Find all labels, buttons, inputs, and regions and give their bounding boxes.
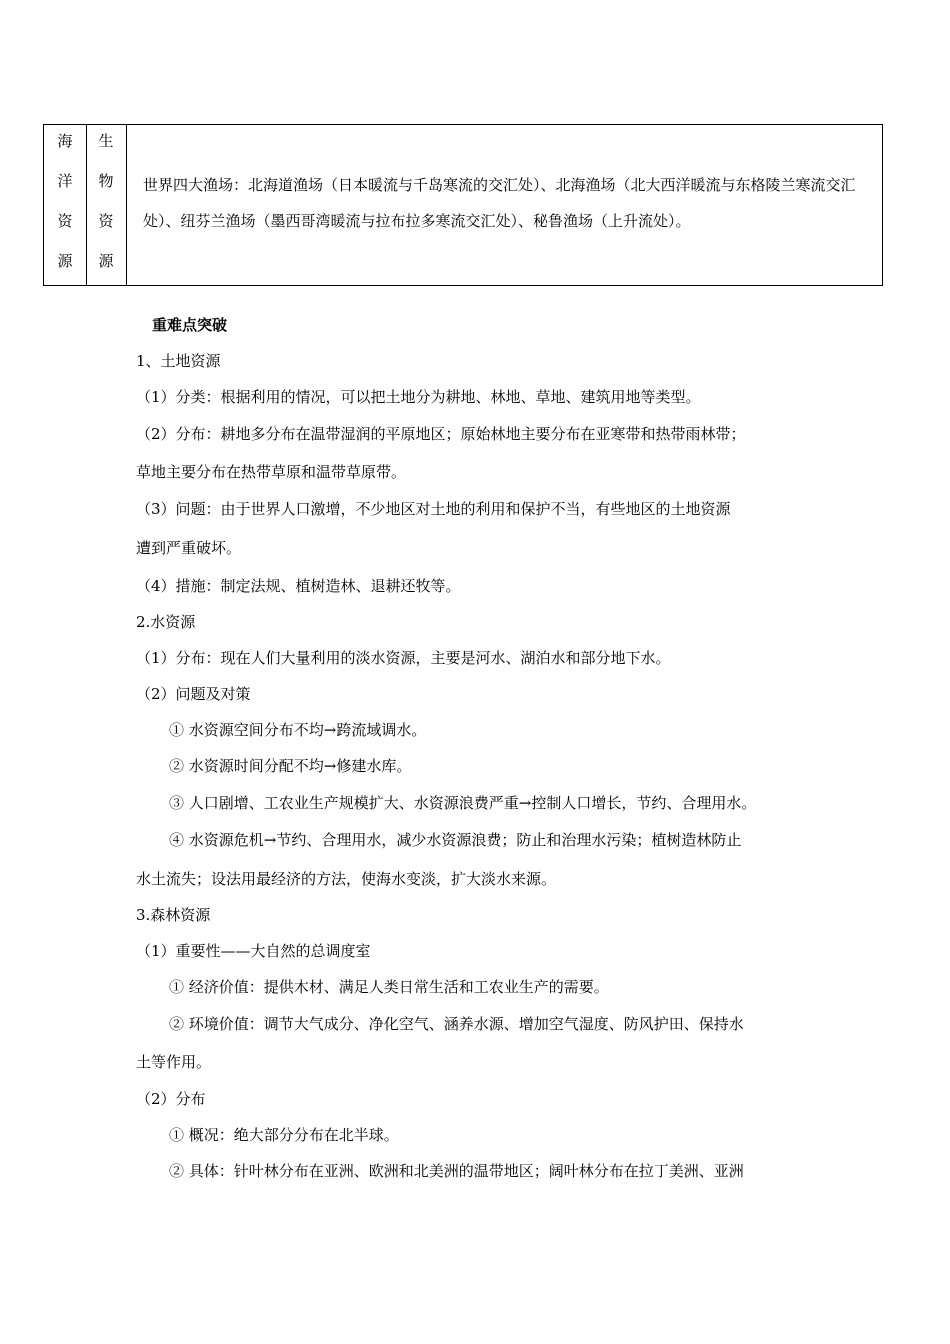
text-line: 土等作用。 [136,1053,212,1071]
text-line: 2.水资源 [136,613,196,631]
text-line: （1）分类：根据利用的情况，可以把土地分为耕地、林地、草地、建筑用地等类型。 [136,388,701,406]
text-line: 3.森林资源 [136,906,211,924]
text-line: 遭到严重破坏。 [136,539,242,557]
text-line: ② 具体：针叶林分布在亚洲、欧洲和北美洲的温带地区；阔叶林分布在拉丁美洲、亚洲 [169,1162,744,1180]
fishing-grounds-text: 世界四大渔场：北海道渔场（日本暖流与千岛寒流的交汇处）、北海渔场（北大西洋暖流与东格陵兰寒流交汇处）、纽芬兰渔场（墨西哥湾暖流与拉布拉多寒流交汇处）、秘鲁渔场（上升流处）。 [143,176,856,230]
text-line: ④ 水资源危机→节约、合理用水，减少水资源浪费；防止和治理水污染；植树造林防止 [169,831,742,849]
text-line: 草地主要分布在热带草原和温带草原带。 [136,463,407,481]
col2-char: 资 [98,212,114,230]
resource-table [43,124,883,286]
text-line: （2）问题及对策 [136,685,251,703]
col1-char: 洋 [57,172,73,190]
col1-char: 源 [57,252,73,270]
text-line: （1）分布：现在人们大量利用的淡水资源，主要是河水、湖泊水和部分地下水。 [136,649,671,667]
text-line: （2）分布 [136,1090,206,1108]
text-line: ② 环境价值：调节大气成分、净化空气、涵养水源、增加空气湿度、防风护田、保持水 [169,1015,744,1033]
col2-char: 生 [98,132,114,150]
text-line: ② 水资源时间分配不均→修建水库。 [169,757,412,775]
text-line: ① 经济价值：提供木材、满足人类日常生活和工农业生产的需要。 [169,978,609,996]
col1-char: 海 [57,132,73,150]
col2-char: 物 [98,172,114,190]
text-line: （2）分布：耕地多分布在温带湿润的平原地区；原始林地主要分布在亚寒带和热带雨林带； [136,425,746,443]
text-line: （1）重要性——大自然的总调度室 [136,942,371,960]
col2-char: 源 [98,252,114,270]
text-line: ① 概况：绝大部分分布在北半球。 [169,1126,399,1144]
text-line: （4）措施：制定法规、植树造林、退耕还牧等。 [136,577,461,595]
text-line: （3）问题：由于世界人口激增，不少地区对土地的利用和保护不当，有些地区的土地资源 [136,500,731,518]
text-line: ① 水资源空间分布不均→跨流域调水。 [169,721,427,739]
text-line: ③ 人口剧增、工农业生产规模扩大、水资源浪费严重→控制人口增长，节约、合理用水。 [169,794,757,812]
text-line: 1、土地资源 [136,352,221,370]
col1-char: 资 [57,212,73,230]
table-col-marine-resources [44,125,87,285]
section-title: 重难点突破 [152,316,228,334]
text-line: 水土流失；设法用最经济的方法，使海水变淡，扩大淡水来源。 [136,870,557,888]
table-col-biological-resources [86,125,127,285]
